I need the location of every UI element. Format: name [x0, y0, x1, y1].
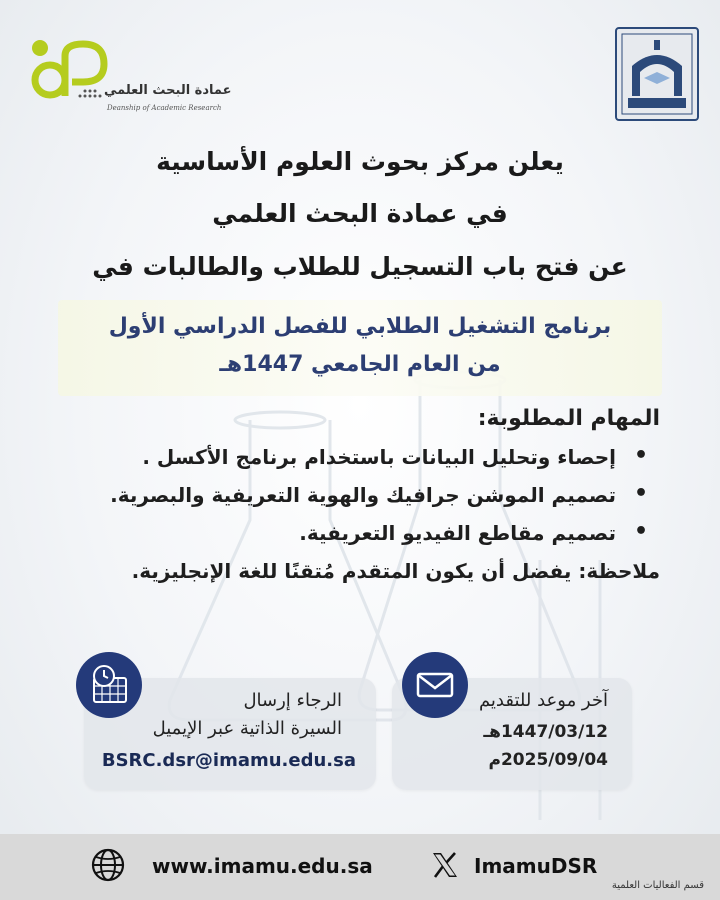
tasks-title: المهام المطلوبة:	[477, 406, 660, 431]
envelope-icon	[414, 664, 456, 706]
deadline-hijri: 1447/03/12هـ	[483, 722, 608, 742]
university-logo	[614, 26, 700, 122]
program-title: برنامج التشغيل الطلابي للفصل الدراسي الأول	[108, 314, 612, 339]
deadline-label: آخر موعد للتقديم	[478, 690, 608, 711]
footer-bar	[0, 834, 720, 900]
bullet: •	[633, 481, 648, 506]
x-handle[interactable]: ImamuDSR	[474, 854, 598, 878]
department-name: قسم الفعاليات العلمية	[611, 880, 704, 891]
calendar-badge	[76, 652, 142, 718]
headline-line-3: عن فتح باب التسجيل للطلاب والطالبات في	[92, 252, 628, 281]
headline-line-2: في عمادة البحث العلمي	[212, 199, 508, 228]
university-emblem-icon	[614, 26, 700, 122]
website-link[interactable]: www.imamu.edu.sa	[152, 854, 373, 878]
bullet: •	[633, 443, 648, 468]
task-text: تصميم الموشن جرافيك والهوية التعريفية والبصرية.	[110, 483, 616, 507]
x-twitter-icon	[430, 850, 460, 880]
deanship-name-ar: عمادة البحث العلمي	[104, 83, 232, 98]
program-banner	[58, 300, 662, 396]
send-cv-label: السيرة الذاتية عبر الإيميل	[152, 718, 342, 739]
envelope-badge	[402, 652, 468, 718]
send-label: الرجاء إرسال	[243, 690, 342, 711]
program-year: من العام الجامعي 1447هـ	[219, 352, 501, 377]
note-text: ملاحظة: يفضل أن يكون المتقدم مُتقنًا للغة الإنجليزية.	[131, 559, 660, 583]
send-cv-card	[84, 678, 376, 790]
task-text: تصميم مقاطع الفيديو التعريفية.	[299, 521, 616, 545]
task-text: إحصاء وتحليل البيانات باستخدام برنامج الأكسل .	[142, 445, 616, 469]
deanship-name-en: Deanship of Academic Research	[107, 104, 222, 112]
calendar-clock-icon	[88, 664, 130, 706]
tasks-section	[60, 406, 660, 583]
contact-email[interactable]: BSRC.dsr@imamu.edu.sa	[101, 750, 356, 771]
task-item	[60, 445, 660, 469]
deadline-card	[392, 678, 632, 790]
bullet: •	[633, 519, 648, 544]
task-item	[60, 483, 660, 507]
headline-line-1: يعلن مركز بحوث العلوم الأساسية	[156, 147, 564, 176]
deadline-gregorian: 2025/09/04م	[488, 750, 608, 770]
deanship-logo	[28, 36, 232, 126]
task-item	[60, 521, 660, 545]
globe-icon	[90, 847, 126, 883]
deanship-logo-mark	[28, 36, 108, 106]
